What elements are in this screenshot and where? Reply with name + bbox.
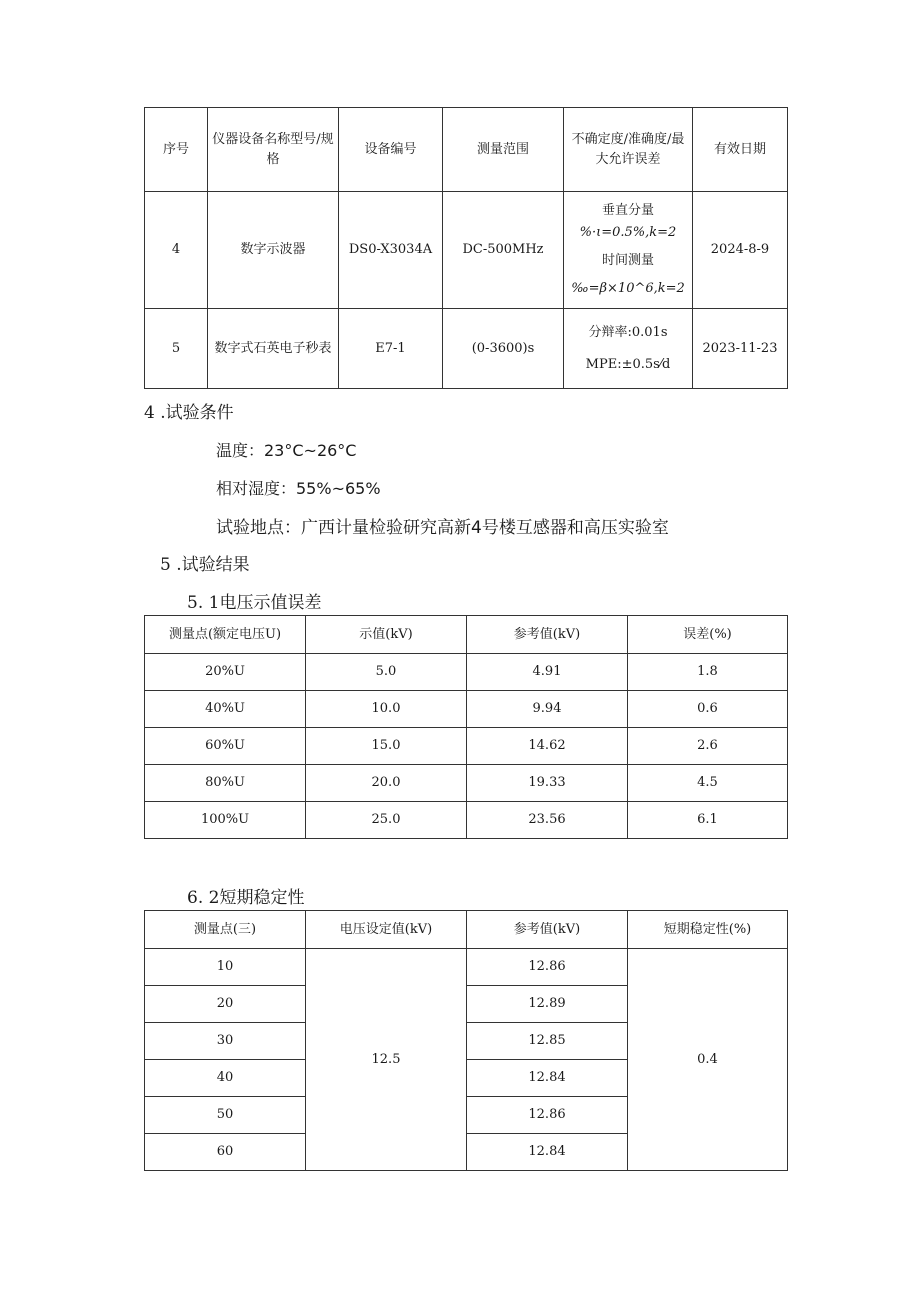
ref-cell: 12.89 bbox=[467, 986, 628, 1023]
row-accuracy bbox=[564, 192, 693, 309]
accuracy-line: ‰=β×10^6,k=2 bbox=[571, 281, 685, 296]
point-cell: 50 bbox=[145, 1097, 306, 1134]
table-row bbox=[145, 802, 788, 839]
row-no: 4 bbox=[145, 192, 208, 309]
ref-cell: 12.86 bbox=[467, 1097, 628, 1134]
header-cell: 示值(kV) bbox=[306, 616, 467, 654]
header-cell: 误差(%) bbox=[628, 616, 788, 654]
point-cell: 40 bbox=[145, 1060, 306, 1097]
table-row bbox=[145, 765, 788, 802]
header-cell: 测量点(三) bbox=[145, 911, 306, 949]
equipment-header-row bbox=[145, 108, 788, 192]
voltage-error-table bbox=[144, 615, 788, 839]
cell: 15.0 bbox=[306, 728, 467, 765]
row-date: 2024-8-9 bbox=[693, 192, 788, 309]
table-header-row bbox=[145, 616, 788, 654]
cell: 0.6 bbox=[628, 691, 788, 728]
row-accuracy bbox=[564, 309, 693, 389]
accuracy-line: 时间测量 bbox=[601, 253, 654, 268]
ref-cell: 12.85 bbox=[467, 1023, 628, 1060]
cell: 14.62 bbox=[467, 728, 628, 765]
cell: 25.0 bbox=[306, 802, 467, 839]
temperature-text: 温度：23°C~26°C bbox=[216, 441, 357, 460]
point-cell: 20 bbox=[145, 986, 306, 1023]
table-header-row bbox=[145, 911, 788, 949]
header-cell: 短期稳定性(%) bbox=[628, 911, 788, 949]
cell: 10.0 bbox=[306, 691, 467, 728]
header-cell: 参考值(kV) bbox=[467, 616, 628, 654]
equipment-row bbox=[145, 192, 788, 309]
header-cell: 仪器设备名称型号/规格 bbox=[208, 108, 339, 192]
accuracy-line: MPE:±0.5s⁄d bbox=[585, 356, 671, 372]
row-id: E7-1 bbox=[339, 309, 443, 389]
table-row bbox=[145, 691, 788, 728]
row-range: DC-500MHz bbox=[443, 192, 564, 309]
cell: 23.56 bbox=[467, 802, 628, 839]
table-row bbox=[145, 728, 788, 765]
cell: 20%U bbox=[145, 654, 306, 691]
cell: 4.5 bbox=[628, 765, 788, 802]
section-5-heading: 5 .试验结果 bbox=[160, 555, 250, 575]
header-cell: 电压设定值(kV) bbox=[306, 911, 467, 949]
subsection-1-heading: 5. 1电压示值误差 bbox=[187, 593, 322, 613]
accuracy-line: 分辩率:0.01s bbox=[588, 324, 668, 340]
cell: 1.8 bbox=[628, 654, 788, 691]
cell: 20.0 bbox=[306, 765, 467, 802]
row-name: 数字示波器 bbox=[208, 192, 339, 309]
ref-cell: 12.84 bbox=[467, 1134, 628, 1171]
header-cell: 设备编号 bbox=[339, 108, 443, 192]
equipment-row bbox=[145, 309, 788, 389]
cell: 5.0 bbox=[306, 654, 467, 691]
row-range: (0-3600)s bbox=[443, 309, 564, 389]
header-cell: 测量点(额定电压U) bbox=[145, 616, 306, 654]
cell: 100%U bbox=[145, 802, 306, 839]
cell: 9.94 bbox=[467, 691, 628, 728]
cell: 60%U bbox=[145, 728, 306, 765]
cell: 6.1 bbox=[628, 802, 788, 839]
accuracy-line: 垂直分量 bbox=[601, 203, 654, 218]
row-id: DS0-X3034A bbox=[339, 192, 443, 309]
cell: 19.33 bbox=[467, 765, 628, 802]
point-cell: 30 bbox=[145, 1023, 306, 1060]
point-cell: 60 bbox=[145, 1134, 306, 1171]
section-4-heading: 4 .试验条件 bbox=[144, 403, 234, 423]
table-row bbox=[145, 654, 788, 691]
header-cell: 序号 bbox=[145, 108, 208, 192]
header-cell: 参考值(kV) bbox=[467, 911, 628, 949]
cell: 2.6 bbox=[628, 728, 788, 765]
header-cell: 不确定度/准确度/最大允许误差 bbox=[564, 108, 693, 192]
ref-cell: 12.84 bbox=[467, 1060, 628, 1097]
location-text: 试验地点：广西计量检验研究高新4号楼互感器和高压实验室 bbox=[216, 518, 669, 538]
cell: 80%U bbox=[145, 765, 306, 802]
header-cell: 测量范围 bbox=[443, 108, 564, 192]
ref-cell: 12.86 bbox=[467, 949, 628, 986]
setpoint-cell: 12.5 bbox=[306, 949, 467, 1171]
row-date: 2023-11-23 bbox=[693, 309, 788, 389]
cell: 40%U bbox=[145, 691, 306, 728]
row-no: 5 bbox=[145, 309, 208, 389]
row-name: 数字式石英电子秒表 bbox=[208, 309, 339, 389]
table-row bbox=[145, 949, 788, 986]
accuracy-line: %·ι=0.5%,k=2 bbox=[579, 225, 677, 240]
subsection-2-heading: 6. 2短期稳定性 bbox=[187, 888, 305, 908]
cell: 4.91 bbox=[467, 654, 628, 691]
point-cell: 10 bbox=[145, 949, 306, 986]
humidity-text: 相对湿度：55%~65% bbox=[216, 479, 381, 498]
equipment-table bbox=[144, 107, 788, 389]
header-cell: 有效日期 bbox=[693, 108, 788, 192]
short-term-stability-table bbox=[144, 910, 788, 1171]
stability-cell: 0.4 bbox=[628, 949, 788, 1171]
